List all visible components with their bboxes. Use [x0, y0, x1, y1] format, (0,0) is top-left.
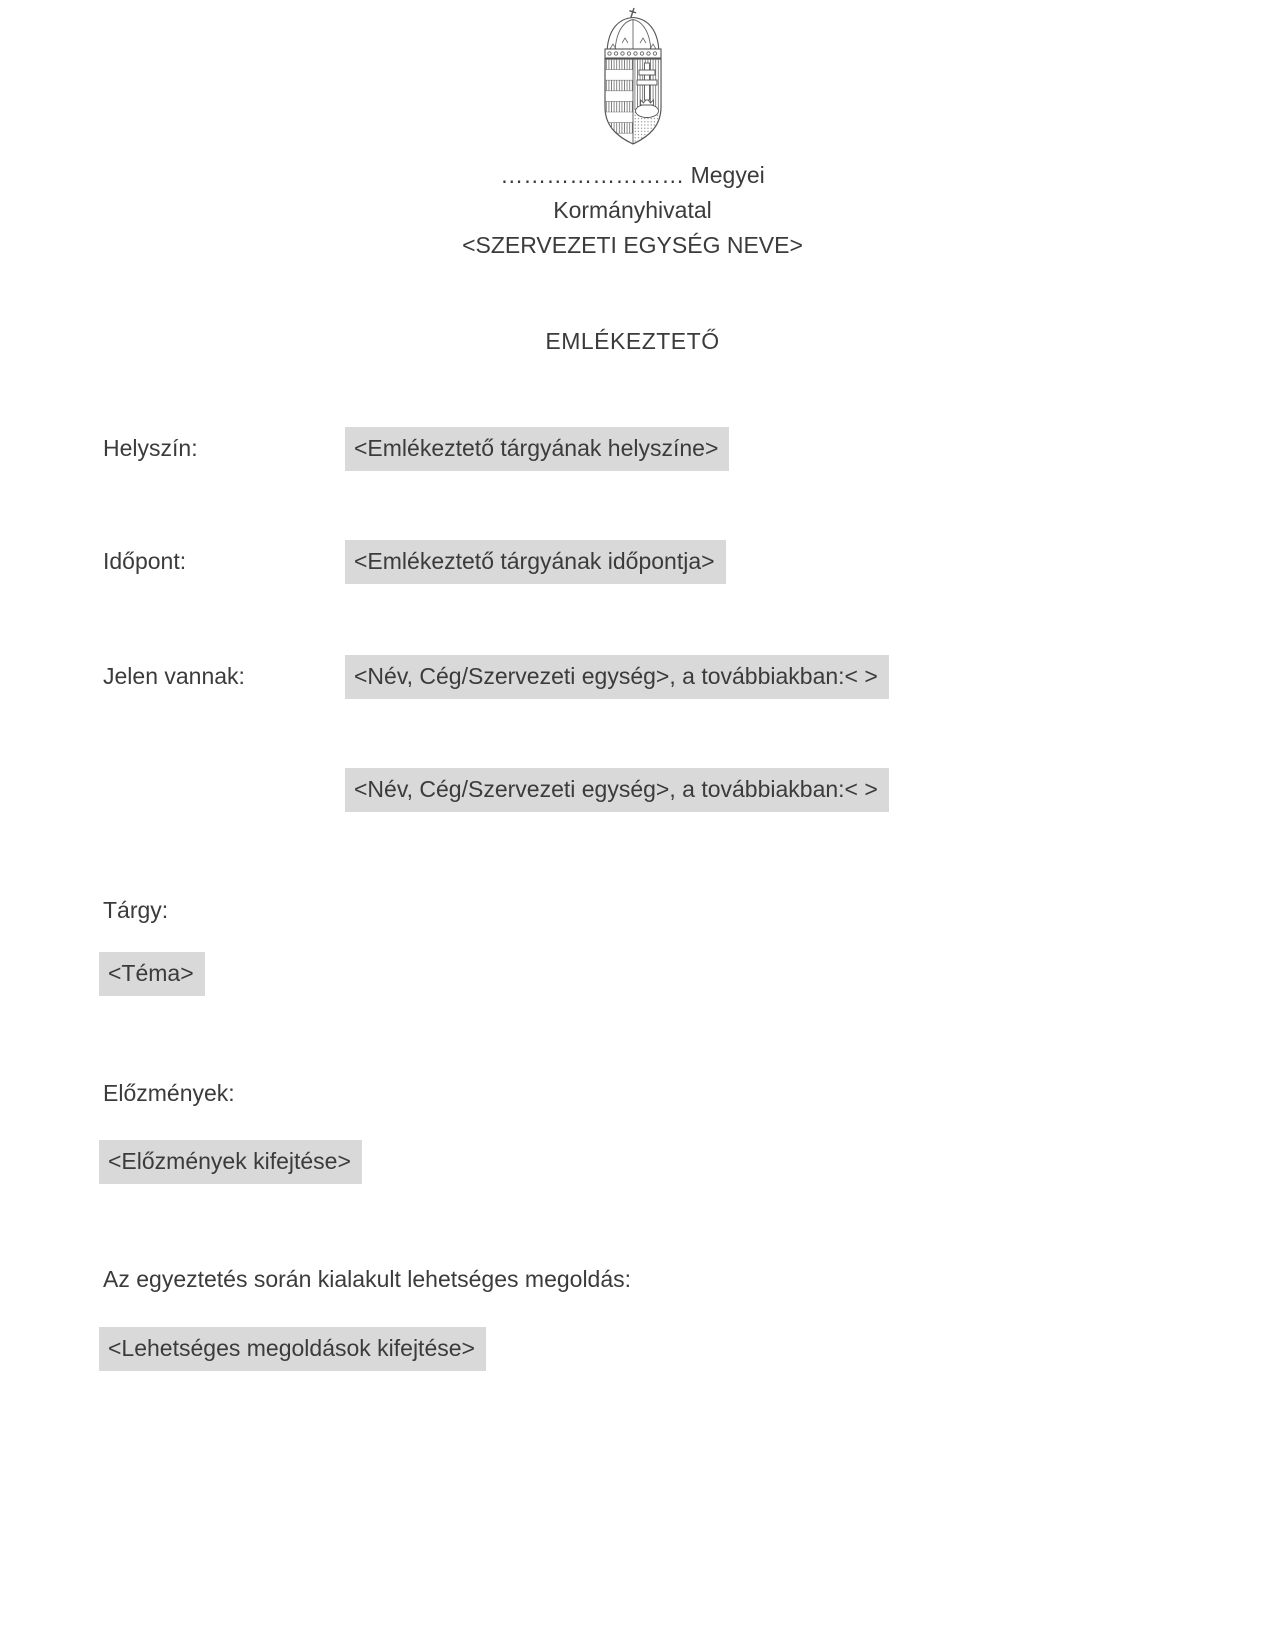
section-label-elozmenyek: Előzmények: — [103, 1080, 235, 1106]
field-value-attendee-1-placeholder: <Név, Cég/Szervezeti egység>, a továbbiakban:< > — [345, 655, 889, 699]
field-label-helyszin: Helyszín: — [103, 435, 198, 461]
section-label-targy: Tárgy: — [103, 897, 169, 923]
field-value-helyszin-placeholder: <Emlékeztető tárgyának helyszíne> — [345, 427, 729, 471]
hungarian-coat-of-arms-icon — [592, 5, 674, 147]
section-value-elozmenyek-placeholder: <Előzmények kifejtése> — [99, 1140, 362, 1184]
letterhead-line-org-unit-placeholder: <SZERVEZETI EGYSÉG NEVE> — [462, 232, 803, 258]
field-row-idopont — [103, 540, 726, 584]
section-value-megoldas-placeholder: <Lehetséges megoldások kifejtése> — [99, 1327, 486, 1371]
letterhead-line-megyei: …………………… Megyei — [500, 162, 765, 188]
document-title: EMLÉKEZTETŐ — [545, 328, 720, 354]
letterhead — [0, 158, 1265, 263]
section-value-tema-placeholder: <Téma> — [99, 952, 205, 996]
field-label-idopont: Időpont: — [103, 548, 187, 574]
field-value-idopont-placeholder: <Emlékeztető tárgyának időpontja> — [345, 540, 726, 584]
section-label-megoldas: Az egyeztetés során kialakult lehetséges megoldás: — [103, 1266, 632, 1292]
letterhead-line-kormanyhivatal: Kormányhivatal — [553, 197, 712, 223]
field-row-jelen-vannak — [103, 655, 889, 699]
field-row-helyszin — [103, 427, 729, 471]
field-value-attendee-2-placeholder: <Név, Cég/Szervezeti egység>, a továbbiakban:< > — [345, 768, 889, 812]
field-row-jelen-vannak-2 — [103, 768, 889, 812]
field-label-jelen-vannak: Jelen vannak: — [103, 663, 245, 689]
